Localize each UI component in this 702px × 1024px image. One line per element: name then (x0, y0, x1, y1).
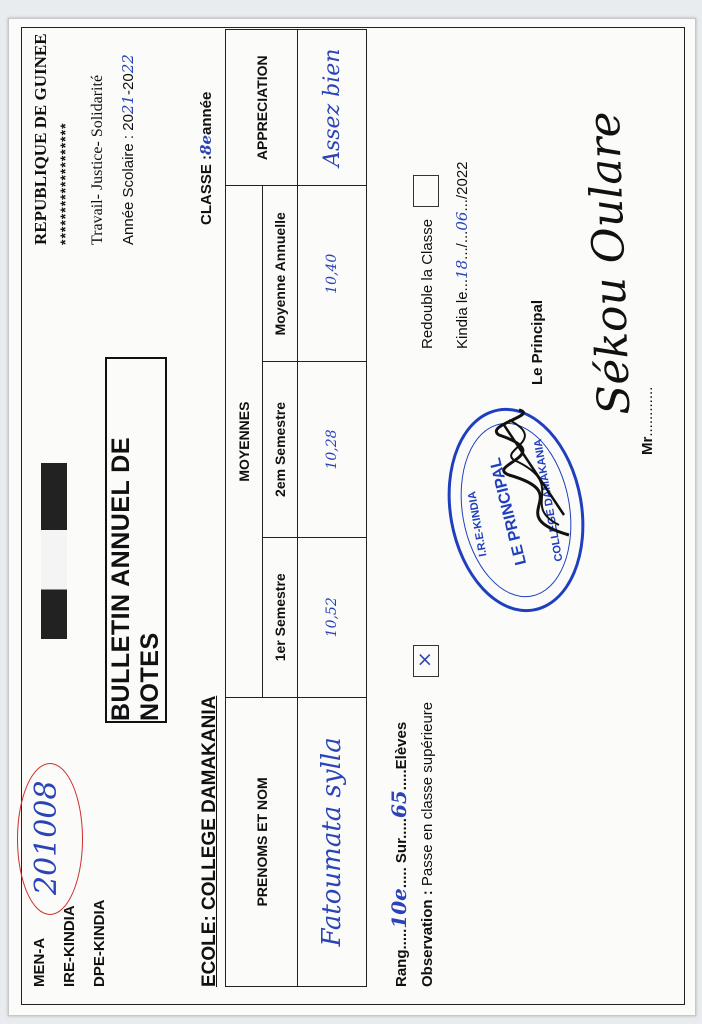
classe-suffix: année (198, 91, 215, 135)
date-month: 06 (453, 211, 471, 231)
header-moyennes: MOYENNES (226, 186, 263, 697)
table-row (298, 30, 367, 987)
header-dpe: DPE-KINDIA (91, 899, 108, 987)
rang-total: 65 (387, 790, 411, 819)
school-year-label: Année Scolaire : 20 (120, 114, 137, 245)
date-label: Kindia le (454, 291, 471, 349)
rang-label: Rang (393, 949, 410, 987)
sem1-value: 10,52 (298, 537, 367, 697)
signatory: Mr............ (639, 386, 656, 455)
observation-passe: Passe en classe supérieure (419, 701, 436, 887)
principal-label: Le Principal (529, 299, 546, 385)
header-annuelle: Moyenne Annuelle (263, 186, 298, 362)
date-day: 18 (453, 259, 471, 279)
document-title: BULLETIN ANNUEL DE NOTES (105, 357, 167, 723)
student-name: Fatoumata sylla (298, 697, 367, 986)
header-appreciation: APPRECIATION (226, 30, 298, 186)
school-year-from: 21 (119, 94, 137, 115)
header-prenoms-nom: PRENOMS ET NOM (226, 697, 298, 986)
classe (197, 92, 215, 225)
signatory-name: Sékou Oulare (578, 110, 641, 416)
signatory-mr: Mr (639, 436, 656, 455)
redouble-checkbox[interactable] (413, 175, 439, 207)
annuelle-value: 10,40 (298, 186, 367, 362)
passe-checkbox[interactable] (413, 645, 439, 677)
date-sep1: / (454, 243, 471, 248)
flag-bar (41, 463, 67, 639)
motto: Travail- Justice- Solidarité (89, 74, 106, 245)
stamp-top-text: I.R.E-KINDIA (466, 490, 490, 558)
country-name: REPUBLIQUE DE GUINEE (31, 33, 50, 245)
header-men: MEN-A (31, 937, 48, 987)
observation-redouble: Redouble la Classe (419, 218, 436, 349)
school-year-sep: -20 (120, 73, 137, 95)
school-name: ECOLE: COLLEGE DAMAKANIA (199, 695, 220, 987)
stamp-bottom-text: COLLEGE DAMAKANIA (532, 437, 566, 563)
rang-eleves-label: Elèves (393, 721, 410, 770)
passe-checkbox-mark: × (412, 651, 436, 668)
grades-table (225, 29, 367, 987)
report-card-sheet (9, 19, 695, 1015)
observation-label: Observation : (419, 890, 436, 987)
header-sem1 (263, 537, 298, 697)
rang: Rang.....10e..... Sur.....65.....Elèves (387, 721, 411, 987)
school-year-to: 22 (119, 54, 137, 74)
matricule-number: 201008 (29, 780, 64, 895)
sem2-label: Semestre (272, 402, 288, 466)
sem2-value: 10,28 (298, 362, 367, 538)
sem1-ordinal: 1er (272, 640, 288, 662)
date-line: Kindia le...18.../...06.../2022 (453, 161, 471, 349)
stamp-center-text: LE PRINCIPAL (487, 455, 531, 567)
classe-value: 8e (197, 135, 215, 155)
rang-value: 10e (387, 888, 411, 929)
header-sem2 (263, 362, 298, 538)
signature-scribble (479, 405, 589, 545)
observation (419, 702, 436, 987)
date-sep2: /2022 (454, 161, 471, 200)
classe-label: CLASSE : (198, 154, 215, 225)
scanned-page (8, 18, 696, 1016)
sem2-ordinal: 2em (272, 468, 288, 497)
appreciation-value: Assez bien (298, 30, 367, 186)
header-stars: ******************* (57, 122, 73, 245)
school-year (119, 54, 137, 245)
header-ire: IRE-KINDIA (61, 905, 78, 987)
sem1-label: Semestre (272, 573, 288, 637)
rang-sur-label: Sur (393, 838, 410, 864)
